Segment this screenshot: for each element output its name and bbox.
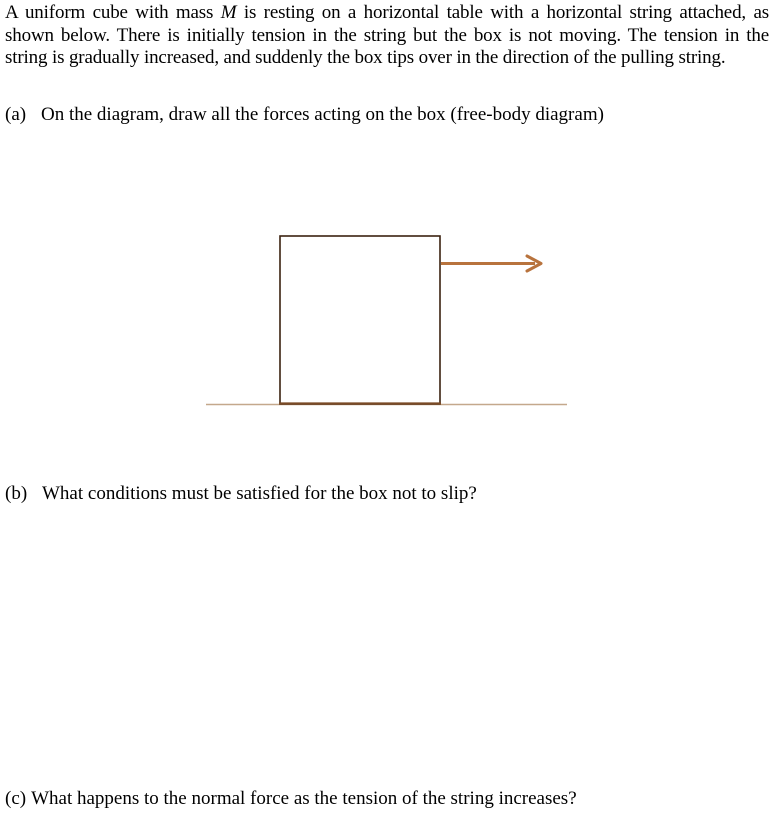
- question-c: [5, 788, 577, 810]
- question-b-label: (b): [5, 483, 28, 504]
- question-c-text: What happens to the normal force as the tension of the string increases?: [31, 788, 577, 809]
- mass-symbol: M: [220, 2, 237, 23]
- question-b: [5, 483, 477, 505]
- question-a-label: (a): [5, 104, 27, 125]
- question-b-text: What conditions must be satisfied for the box not to slip?: [42, 483, 477, 504]
- cube-box: [280, 236, 440, 404]
- intro-text-start: A uniform cube with mass: [5, 2, 221, 23]
- intro-text-end: is resting on a horizontal table with a horizontal string attached, as shown below. There is initially tension in the string but the box is not moving. The tension in the string is gradually increased, and suddenly the box tips over in the direction of the pulling string.: [5, 2, 770, 68]
- question-a-text: On the diagram, draw all the forces acting on the box (free-body diagram): [41, 104, 604, 125]
- question-c-label: (c): [5, 788, 27, 809]
